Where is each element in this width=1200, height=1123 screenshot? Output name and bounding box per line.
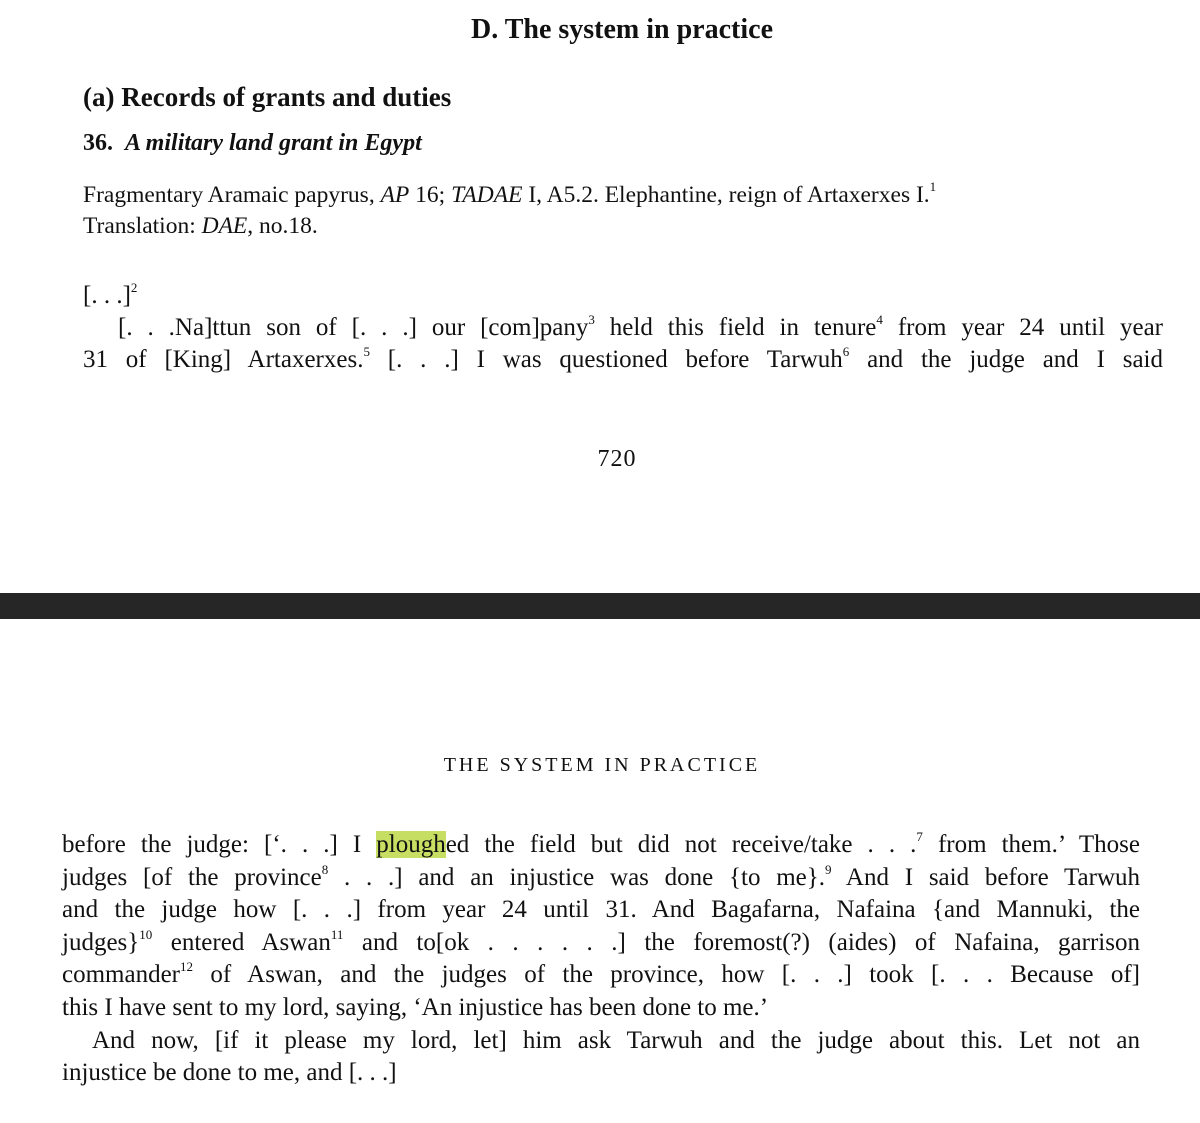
translation-line [83, 211, 1163, 242]
text-run: judges} [62, 928, 140, 956]
text-line [83, 312, 1163, 344]
source-text: , no.18. [247, 213, 318, 239]
footnote-marker[interactable]: 2 [130, 280, 138, 295]
text-run: before the judge: [‘. . .] I [62, 831, 377, 858]
document-number: 36. [83, 130, 113, 156]
text-run: [. . .] [83, 282, 131, 309]
subsection-heading: (a) Records of grants and duties [83, 82, 452, 112]
text-line [83, 344, 1163, 376]
footnote-marker[interactable]: 5 [363, 344, 370, 359]
footnote-marker[interactable]: 9 [825, 861, 832, 877]
section-heading: D. The system in practice [471, 14, 773, 45]
footnote-marker[interactable]: 3 [588, 312, 595, 327]
text-run: and to[ok . . . . . .] the foremost(?) (aides) of Nafaina, garrison [343, 928, 1140, 956]
text-run: entered Aswan [152, 928, 331, 956]
text-run: 31 of [King] Artaxerxes. [83, 346, 364, 373]
text-line: this I have sent to my lord, saying, ‘An injustice has been done to me.’ [62, 993, 769, 1021]
text-line [62, 862, 1140, 895]
translation-text-continued [62, 829, 1140, 1090]
page-divider [0, 593, 1200, 619]
source-text: Translation: [83, 213, 202, 239]
document-title: A military land grant in Egypt [125, 130, 422, 156]
text-line [62, 829, 1140, 862]
text-run: from them.’ Those [922, 831, 1140, 858]
highlighted-text[interactable]: plough [376, 831, 446, 858]
footnote-marker[interactable]: 4 [876, 312, 883, 327]
text-run: of Aswan, and the judges of the province, how [. . .] took [. . . Because of] [193, 961, 1140, 989]
text-run: [. . .] I was questioned before Tarwuh [369, 346, 843, 373]
footnote-marker[interactable]: 12 [180, 959, 194, 975]
text-line: and the judge how [. . .] from year 24 until 31. And Bagafarna, Nafaina {and Mannuki, the [62, 896, 1140, 924]
source-abbrev: TADAE [451, 182, 523, 208]
text-run: . . .] and an injustice was done {to me}. [328, 863, 826, 891]
text-run: And I said before Tarwuh [831, 863, 1141, 891]
footnote-marker[interactable]: 6 [842, 344, 850, 359]
bottom-page [0, 619, 1200, 1123]
text-run: from year 24 until year [882, 314, 1163, 341]
text-line [62, 927, 1140, 960]
text-line [62, 959, 1140, 992]
text-line [83, 280, 1163, 312]
document-heading [83, 130, 422, 157]
footnote-marker[interactable]: 1 [929, 179, 937, 194]
source-abbrev: DAE [201, 213, 248, 239]
source-text: I, A5.2. Elephantine, reign of Artaxerxes I. [522, 182, 930, 208]
source-note [83, 180, 1163, 242]
text-line: And now, [if it please my lord, let] him ask Tarwuh and the judge about this. Let not an [92, 1026, 1140, 1054]
footnote-marker[interactable]: 7 [916, 829, 923, 844]
text-run: judges [of the province [62, 863, 322, 891]
text-run: commander [62, 961, 181, 989]
footnote-marker[interactable]: 8 [321, 861, 329, 877]
text-run: held this field in tenure [594, 314, 877, 341]
footnote-marker[interactable]: 10 [139, 926, 153, 942]
translation-text [83, 280, 1163, 376]
running-head: THE SYSTEM IN PRACTICE [443, 754, 761, 776]
text-run: [. . .Na]ttun son of [. . .] our [com]pany [118, 314, 589, 341]
text-run: ed the field but did not receive/take . . . [445, 831, 917, 858]
source-text: 16; [409, 182, 452, 208]
source-line [83, 180, 1163, 211]
text-line: injustice be done to me, and [. . .] [62, 1059, 397, 1087]
text-run: and the judge and I said [849, 346, 1164, 373]
footnote-marker[interactable]: 11 [330, 926, 344, 942]
source-abbrev: AP [380, 182, 410, 208]
page-number: 720 [597, 446, 637, 472]
source-text: Fragmentary Aramaic papyrus, [83, 182, 381, 208]
